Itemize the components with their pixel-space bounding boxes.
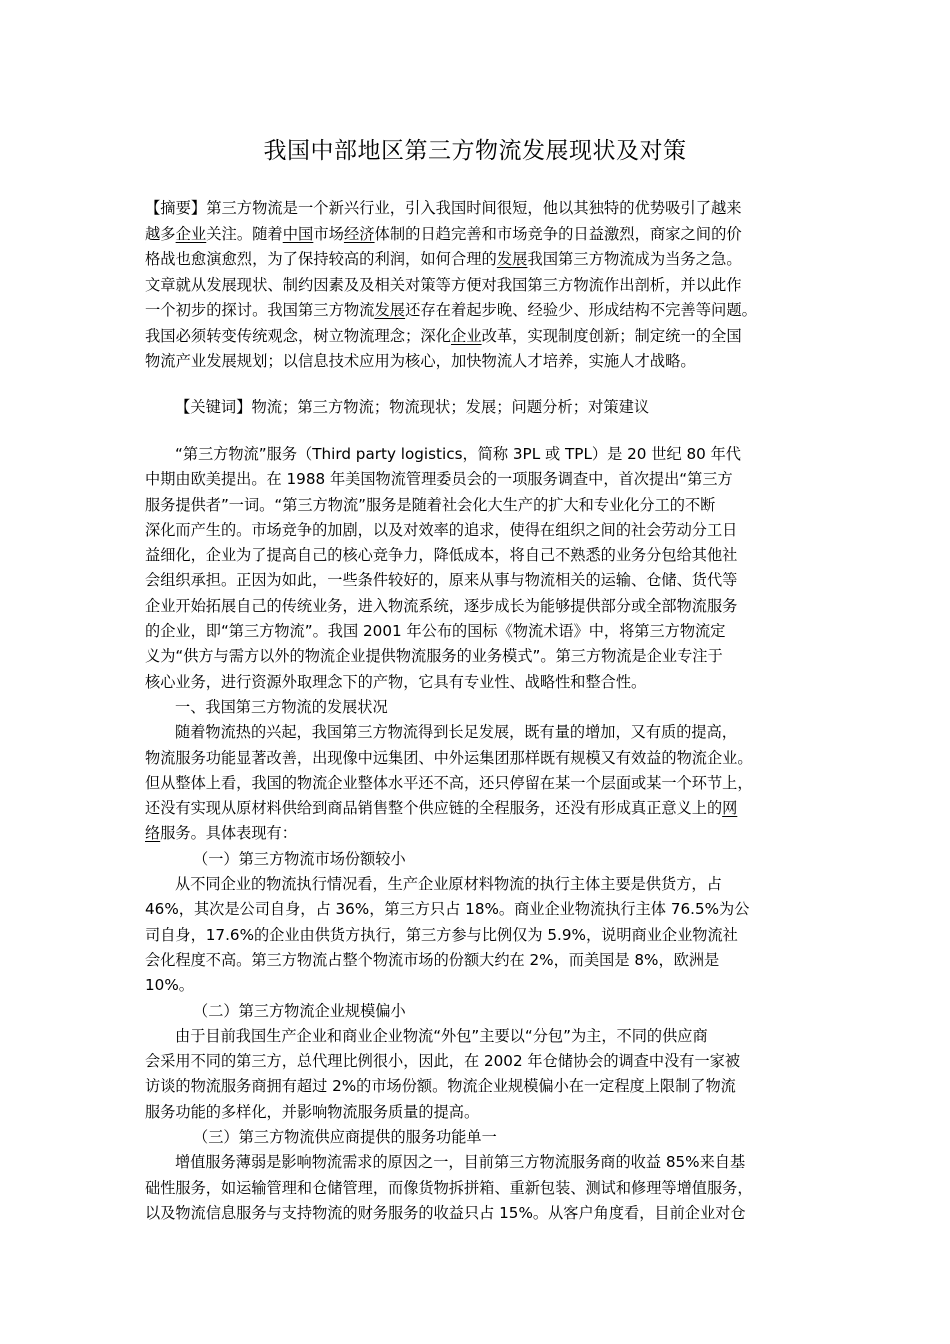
paragraph-line: 由于目前我国生产企业和商业企业物流“外包”主要以“分包”为主，不同的供应商	[175, 1026, 708, 1045]
abstract-line	[145, 222, 811, 248]
subsection-heading: （三）第三方物流供应商提供的服务功能单一	[193, 1128, 497, 1147]
paragraph-line: 中期由欧美提出。在 1988 年美国物流管理委员会的一项服务调查中，首次提出“第三方	[145, 470, 733, 489]
paragraph-line: 增值服务薄弱是影响物流需求的原因之一，目前第三方物流服务商的收益 85%来自基	[175, 1153, 746, 1172]
link-development[interactable]: 发展	[374, 301, 406, 319]
abstract-line: 物流产业发展规划；以信息技术应用为核心，加快物流人才培养，实施人才战略。	[145, 352, 696, 370]
link-network[interactable]: 络	[145, 824, 161, 843]
link-enterprise[interactable]: 企业	[175, 224, 207, 243]
document-title: 我国中部地区第三方物流发展现状及对策	[263, 138, 687, 164]
link-economy[interactable]: 经济	[343, 224, 375, 243]
paragraph-line: 核心业务，进行资源外取理念下的产物，它具有专业性、战略性和整合性。	[145, 672, 647, 691]
text: 越多	[145, 224, 176, 243]
paragraph-line: 会化程度不高。第三方物流占整个物流市场的份额大约在 2%，而美国是 8%，欧洲是	[145, 950, 720, 969]
paragraph-line: 础性服务，如运输管理和仓储管理，而像货物拆拼箱、重新包装、测试和修理等增值服务，	[145, 1178, 753, 1197]
paragraph-line	[145, 821, 811, 846]
abstract-line	[145, 324, 811, 350]
paragraph-line: 10%。	[145, 976, 194, 995]
link-development[interactable]: 发展	[496, 250, 528, 268]
subsection-heading: （二）第三方物流企业规模偏小	[193, 1001, 406, 1020]
paragraph-line: 以及物流信息服务与支持物流的财务服务的收益只占 15%。从客户角度看，目前企业对仓	[145, 1203, 746, 1222]
paragraph-line: 随着物流热的兴起，我国第三方物流得到长足发展，既有量的增加，又有质的提高，	[175, 723, 737, 742]
abstract-line: 文章就从发展现状、制约因素及及相关对策等方便对我国第三方物流作出剖析，并以此作	[145, 275, 742, 294]
paragraph-line: “第三方物流”服务（Third party logistics，简称 3PL 或 TPL）是 20 世纪 80 年代	[175, 445, 741, 463]
document-body	[145, 442, 811, 1226]
abstract-line	[145, 298, 811, 324]
link-enterprise[interactable]: 企业	[450, 326, 482, 345]
text: 服务。具体表现有：	[160, 824, 297, 843]
paragraph-line: 服务功能的多样化，并影响物流服务质量的提高。	[145, 1102, 480, 1121]
text: 我国第三方物流成为当务之急。	[527, 250, 742, 268]
abstract-line: 【摘要】第三方物流是一个新兴行业，引入我国时间很短，他以其独特的优势吸引了越来	[145, 199, 742, 217]
paragraph-line: 深化而产生的。市场竞争的加剧，以及对效率的追求，使得在组织之间的社会劳动分工日	[145, 520, 738, 539]
text: 格战也愈演愈烈，为了保持较高的利润，如何合理的	[145, 250, 497, 268]
paragraph-line: 益细化，企业为了提高自己的核心竞争力，降低成本，将自己不熟悉的业务分包给其他社	[145, 546, 738, 565]
paragraph-line: 会采用不同的第三方，总代理比例很小，因此，在 2002 年仓储协会的调查中没有一家被	[145, 1052, 741, 1071]
paragraph-line: 但从整体上看，我国的物流企业整体水平还不高，还只停留在某一个层面或某一个环节上，	[145, 773, 753, 792]
text: 我国必须转变传统观念，树立物流理念；深化	[145, 326, 451, 345]
paragraph-line: 46%，其次是公司自身，占 36%，第三方只占 18%。商业企业物流执行主体 76.5%为公	[145, 900, 750, 919]
section-heading: 一、我国第三方物流的发展状况	[175, 697, 388, 716]
paragraph-line: 企业开始拓展自己的传统业务，进入物流系统，逐步成长为能够提供部分或全部物流服务	[145, 596, 738, 615]
link-china[interactable]: 中国	[282, 224, 314, 243]
text: 体制的日趋完善和市场竞争的日益激烈，商家之间的价	[374, 224, 742, 243]
text: 一个初步的探讨。我国第三方物流	[145, 301, 375, 319]
text: 改革，实现制度创新；制定统一的全国	[481, 326, 742, 345]
paragraph-line: 的企业，即“第三方物流”。我国 2001 年公布的国标《物流术语》中，将第三方物流定	[145, 622, 726, 641]
paragraph-line	[145, 796, 811, 821]
paragraph-line: 义为“供方与需方以外的物流企业提供物流服务的业务模式”。第三方物流是企业专注于	[145, 647, 723, 666]
text: 市场	[313, 224, 344, 243]
paragraph-line: 服务提供者”一词。“第三方物流”服务是随着社会化大生产的扩大和专业化分工的不断	[145, 495, 716, 514]
link-network[interactable]: 网	[722, 799, 738, 818]
paragraph-line: 从不同企业的物流执行情况看，生产企业原材料物流的执行主体主要是供货方，占	[175, 875, 722, 894]
abstract	[145, 196, 811, 375]
text: 还存在着起步晚、经验少、形成结构不完善等问题。	[405, 301, 757, 319]
abstract-line	[145, 247, 811, 273]
paragraph-line: 访谈的物流服务商拥有超过 2%的市场份额。物流企业规模偏小在一定程度上限制了物流	[145, 1077, 736, 1096]
paragraph-line: 物流服务功能显著改善，出现像中远集团、中外运集团那样既有规模又有效益的物流企业。	[145, 748, 753, 767]
paragraph-line: 司自身，17.6%的企业由供货方执行，第三方参与比例仅为 5.9%，说明商业企业物流社	[145, 925, 738, 944]
text: 还没有实现从原材料供给到商品销售整个供应链的全程服务，还没有形成真正意义上的	[145, 799, 723, 818]
text: 关注。随着	[206, 224, 283, 243]
keywords: 【关键词】物流；第三方物流；物流现状；发展；问题分析；对策建议	[175, 398, 650, 416]
subsection-heading: （一）第三方物流市场份额较小	[193, 849, 406, 868]
paragraph-line: 会组织承担。正因为如此，一些条件较好的，原来从事与物流相关的运输、仓储、货代等	[145, 571, 738, 590]
